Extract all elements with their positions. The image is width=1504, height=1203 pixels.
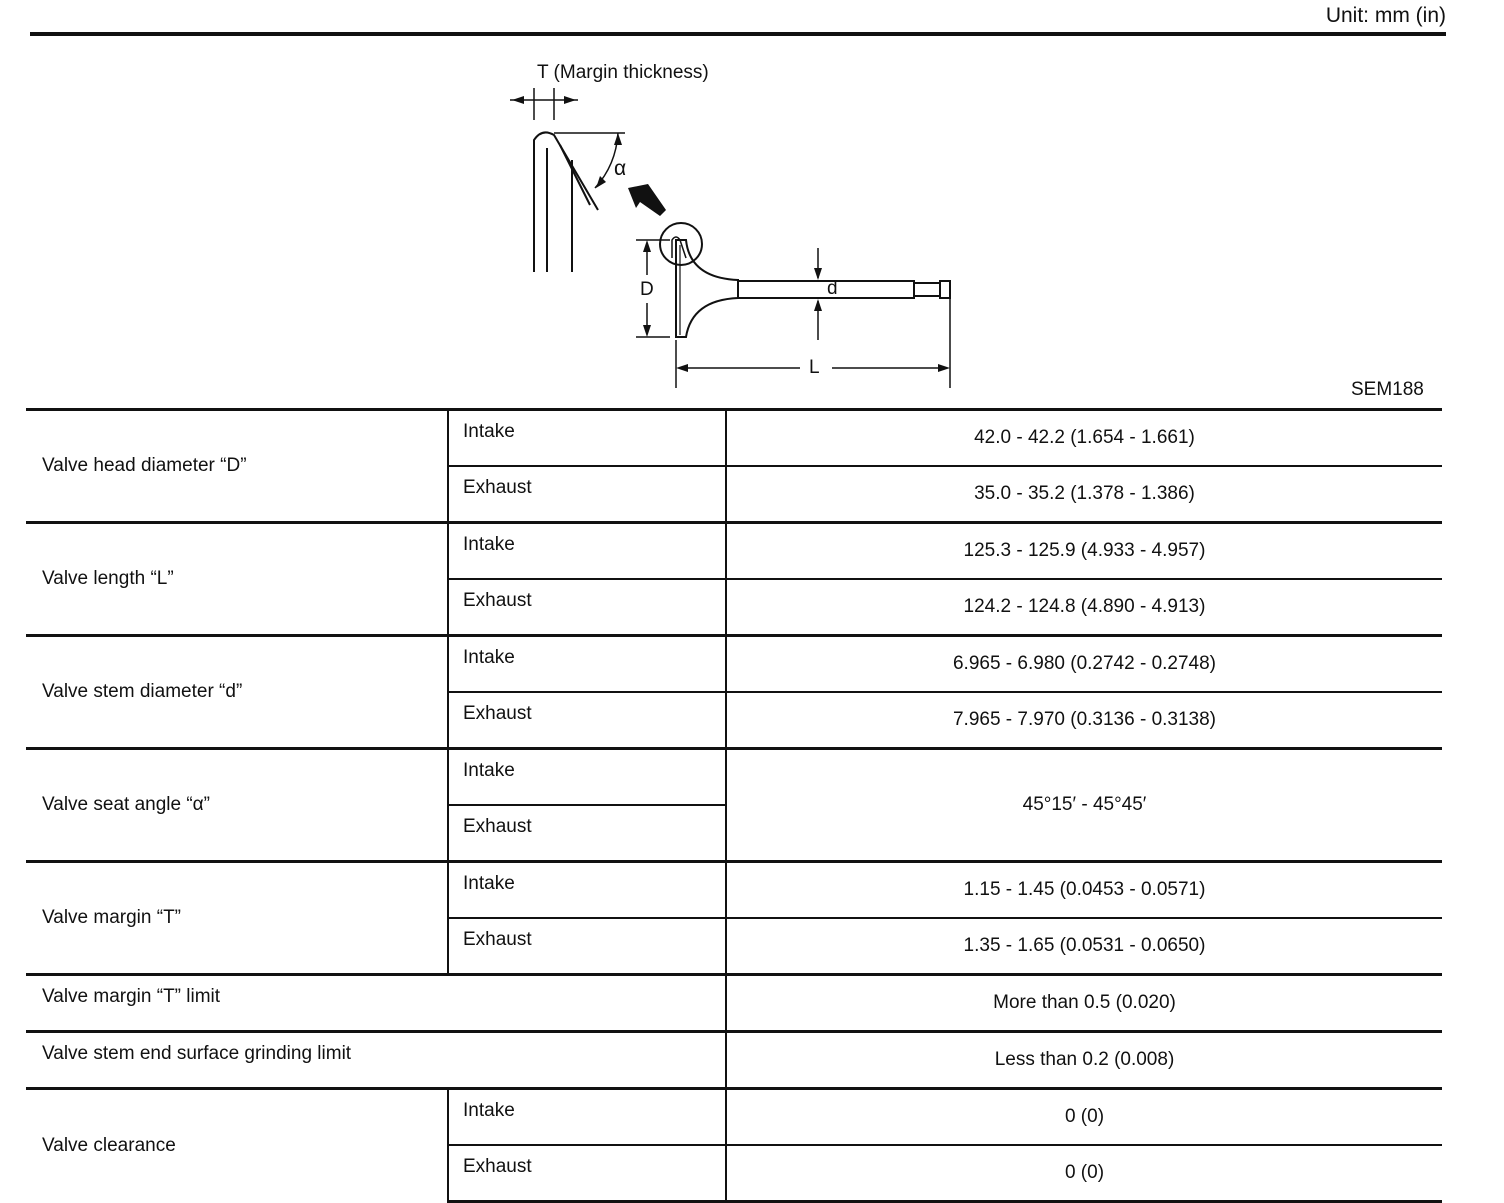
margin-thickness-label: T (Margin thickness) (537, 62, 709, 83)
valve-length-label: L (809, 357, 820, 378)
sub-label: Exhaust (448, 1145, 726, 1202)
sub-label: Intake (448, 636, 726, 693)
sub-label: Exhaust (448, 466, 726, 523)
sub-label: Exhaust (448, 805, 726, 862)
spec-value: 0 (0) (726, 1145, 1442, 1202)
table-row (26, 1089, 1442, 1146)
sub-label: Intake (448, 862, 726, 919)
item-label: Valve stem end surface grinding limit (26, 1032, 726, 1089)
sub-label: Intake (448, 749, 726, 806)
spec-value: Less than 0.2 (0.008) (726, 1032, 1442, 1089)
sub-label: Exhaust (448, 918, 726, 975)
unit-label: Unit: mm (in) (1325, 4, 1446, 27)
table-row (26, 749, 1442, 806)
spec-value: 42.0 - 42.2 (1.654 - 1.661) (726, 410, 1442, 467)
table-row (26, 410, 1442, 467)
item-label: Valve seat angle “α” (26, 749, 448, 862)
table-row (26, 862, 1442, 919)
table-row (26, 636, 1442, 693)
spec-value: More than 0.5 (0.020) (726, 975, 1442, 1032)
table-row (26, 975, 1442, 1032)
table-row (26, 523, 1442, 580)
alpha-label: α (614, 157, 627, 180)
sub-label: Exhaust (448, 579, 726, 636)
spec-value: 1.15 - 1.45 (0.0453 - 0.0571) (726, 862, 1442, 919)
detail-arrow (628, 184, 666, 216)
item-label: Valve length “L” (26, 523, 448, 636)
valve-diagram (0, 0, 1504, 410)
item-label: Valve clearance (26, 1089, 448, 1202)
head-diameter-label: D (640, 279, 654, 300)
spec-value: 45°15′ - 45°45′ (726, 749, 1442, 862)
valve-figure (0, 0, 1504, 410)
spec-value: 1.35 - 1.65 (0.0531 - 0.0650) (726, 918, 1442, 975)
item-label: Valve margin “T” limit (26, 975, 726, 1032)
valve-spec-table (26, 408, 1442, 1203)
spec-value: 6.965 - 6.980 (0.2742 - 0.2748) (726, 636, 1442, 693)
spec-value: 35.0 - 35.2 (1.378 - 1.386) (726, 466, 1442, 523)
sub-label: Intake (448, 1089, 726, 1146)
sub-label: Intake (448, 523, 726, 580)
stem-diameter-label: d (827, 278, 838, 299)
figure-code: SEM188 (1351, 379, 1424, 400)
spec-value: 7.965 - 7.970 (0.3136 - 0.3138) (726, 692, 1442, 749)
item-label: Valve head diameter “D” (26, 410, 448, 523)
table-row (26, 1032, 1442, 1089)
sub-label: Exhaust (448, 692, 726, 749)
sub-label: Intake (448, 410, 726, 467)
spec-value: 124.2 - 124.8 (4.890 - 4.913) (726, 579, 1442, 636)
item-label: Valve stem diameter “d” (26, 636, 448, 749)
spec-value: 0 (0) (726, 1089, 1442, 1146)
item-label: Valve margin “T” (26, 862, 448, 975)
spec-value: 125.3 - 125.9 (4.933 - 4.957) (726, 523, 1442, 580)
